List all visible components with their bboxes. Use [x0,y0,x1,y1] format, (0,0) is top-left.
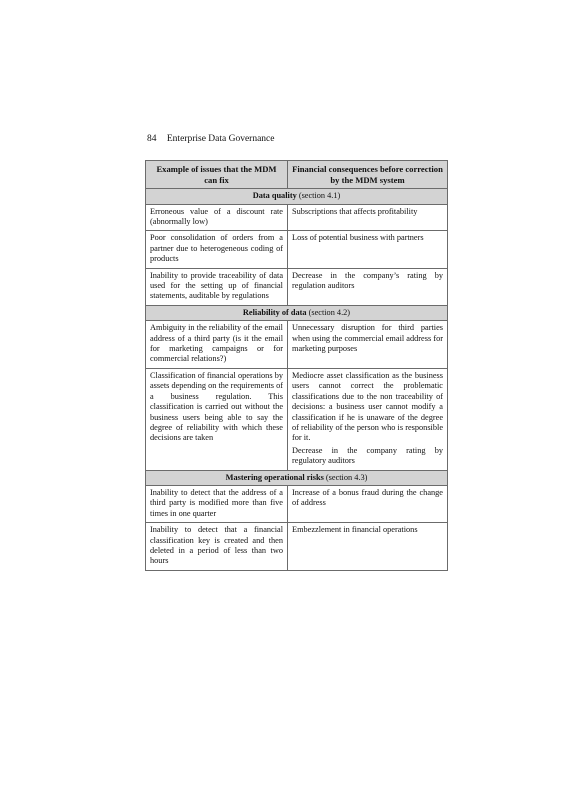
consequence-cell [288,231,448,268]
section-ref: (section 4.1) [298,191,341,201]
header-issues: Example of issues that the MDM can fix [146,161,288,189]
table-row [146,523,448,571]
consequence-text: Mediocre asset classification as the business users cannot correct the problematic classifications due to the non traceability of decisions: a business user cannot modify a classification if he is unaware of the degree of reliability of the person who is responsible for it. [292,370,443,443]
table-row [146,485,448,522]
section-row-data-quality [146,189,448,204]
mdm-issues-table [145,160,448,571]
section-heading [146,305,448,320]
table-row [146,231,448,268]
header-consequences: Financial consequences before correction by the MDM system [288,161,448,189]
consequence-text: Decrease in the company’s rating by regulation auditors [292,270,443,291]
consequence-cell [288,204,448,231]
table-row [146,204,448,231]
book-title: Enterprise Data Governance [166,134,275,144]
consequence-cell [288,268,448,305]
section-heading [146,189,448,204]
consequence-text: Increase of a bonus fraud during the change of address [292,487,443,508]
section-ref: (section 4.2) [308,307,351,317]
consequence-cell [288,485,448,522]
issue-cell: Inability to provide traceability of data used for the setting up of financial statements, auditable by regulations [146,268,288,305]
consequence-text: Unnecessary disruption for third parties when using the commercial email address for marketing purposes [292,323,443,354]
issue-cell: Inability to detect that a financial classification key is created and then deleted in a period of less than two hours [146,523,288,571]
page-number: 84 [147,134,157,144]
consequence-cell [288,321,448,369]
section-title: Mastering operational risks [225,472,324,482]
issue-cell: Erroneous value of a discount rate (abnormally low) [146,204,288,231]
consequence-cell [288,368,448,470]
section-row-mastering-operational-risks [146,470,448,485]
section-row-reliability-of-data [146,305,448,320]
section-heading [146,470,448,485]
consequence-text: Embezzlement in financial operations [292,525,418,535]
consequence-text: Loss of potential business with partners [292,233,424,243]
consequence-cell [288,523,448,571]
table-row [146,321,448,369]
issue-cell: Ambiguity in the reliability of the email address of a third party (is it the email for marketing campaigns or for commercial relations?) [146,321,288,369]
table-header-row [146,161,448,189]
table-row [146,268,448,305]
section-ref: (section 4.3) [325,472,368,482]
consequence-text: Decrease in the company rating by regulatory auditors [292,445,443,466]
issue-cell: Inability to detect that the address of a third party is modified more than five times in one quarter [146,485,288,522]
issue-cell: Classification of financial operations by assets depending on the requirements of a business regulation. This classification is carried out without the business users being able to say the degree of reliability with which these decisions are taken [146,368,288,470]
issue-cell: Poor consolidation of orders from a partner due to heterogeneous coding of products [146,231,288,268]
table-row [146,368,448,470]
section-title: Data quality [252,191,297,201]
section-title: Reliability of data [242,307,307,317]
running-head [147,134,275,144]
consequence-text: Subscriptions that affects profitability [292,206,418,216]
